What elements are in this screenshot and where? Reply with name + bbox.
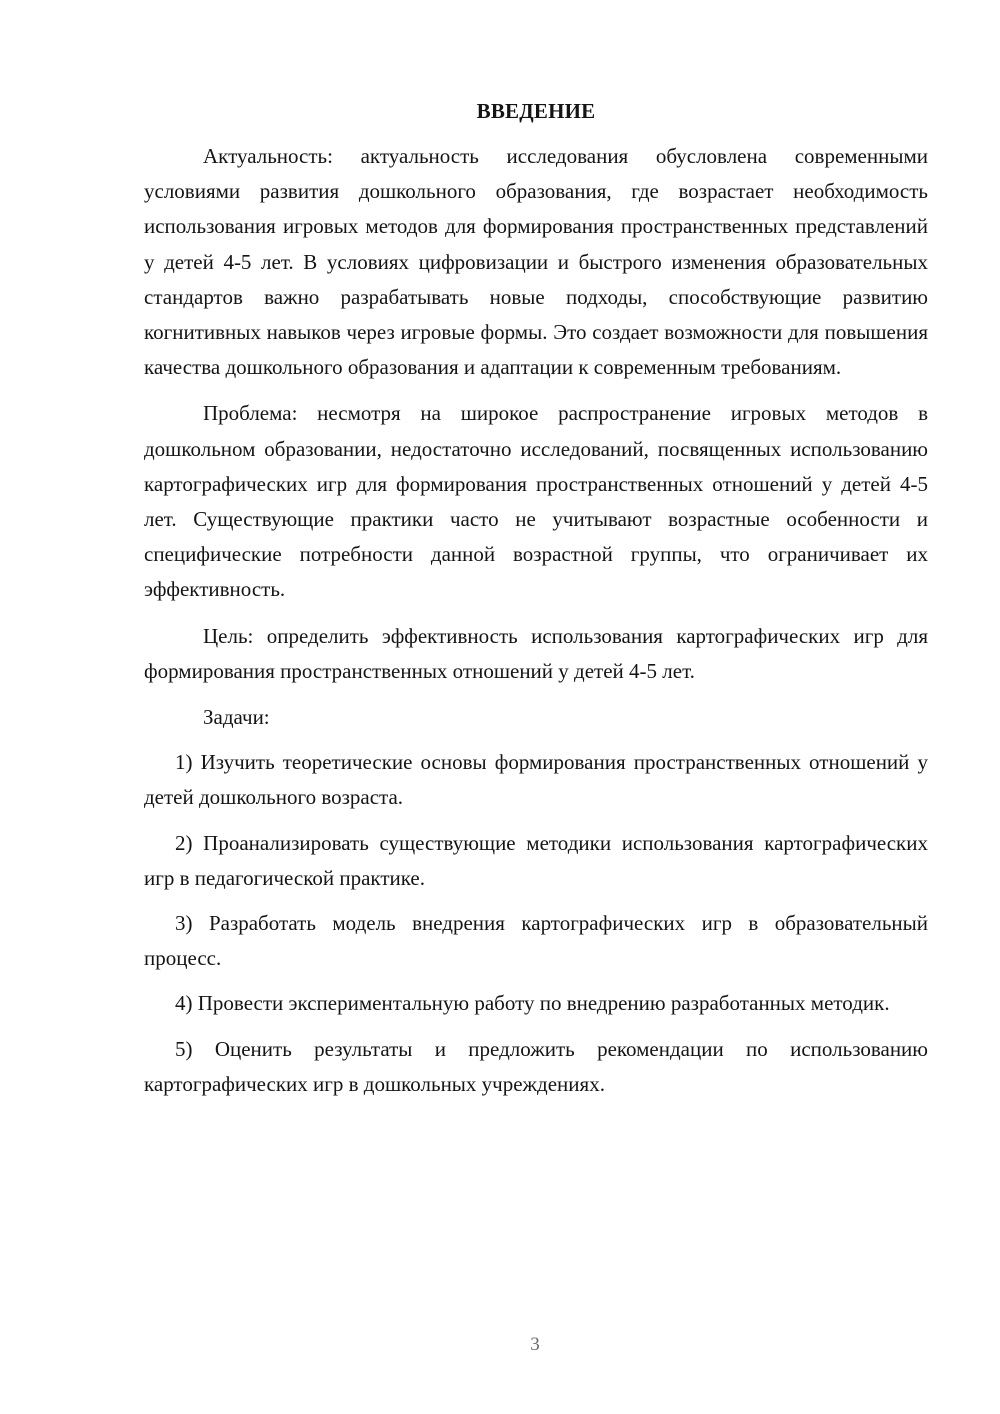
relevance-paragraph: Актуальность: актуальность исследования обусловлена современными условиями развития дошкольного образования, где возрастает необходимость использования игровых методов для формирования пространственных представлений у детей 4-5 лет. В условиях цифровизации и быстрого изменения образовательных стандартов важно разрабатывать новые подходы, способствующие развитию когнитивных навыков через игровые формы. Это создает возможности для повышения качества дошкольного образования и адаптации к современным требованиям. xyxy=(144,144,928,380)
task-item-2: 2) Проанализировать существующие методики использования картографических игр в педагогической практике. xyxy=(144,830,928,890)
page-number: 3 xyxy=(530,1334,540,1355)
goal-paragraph: Цель: определить эффективность использования картографических игр для формирования пространственных отношений у детей 4-5 лет. xyxy=(144,623,928,683)
problem-paragraph: Проблема: несмотря на широкое распространение игровых методов в дошкольном образовании, недостаточно исследований, посвященных использованию картографических игр для формирования пространственных отношений у детей 4-5 лет. Существующие практики часто не учитывают возрастные особенности и специфические потребности данной возрастной группы, что ограничивает их эффективность. xyxy=(144,401,928,602)
task-item-4: 4) Провести экспериментальную работу по внедрению разработанных методик. xyxy=(175,991,890,1016)
document-page xyxy=(144,96,928,1102)
tasks-list xyxy=(144,745,928,1102)
tasks-heading: Задачи: xyxy=(203,705,270,730)
task-item-1: 1) Изучить теоретические основы формирования пространственных отношений у детей дошкольного возраста. xyxy=(144,750,928,810)
section-title: ВВЕДЕНИЕ xyxy=(476,99,596,123)
task-item-3: 3) Разработать модель внедрения картографических игр в образовательный процесс. xyxy=(144,911,928,971)
task-item-5: 5) Оценить результаты и предложить рекомендации по использованию картографических игр в дошкольных учреждениях. xyxy=(144,1036,928,1096)
